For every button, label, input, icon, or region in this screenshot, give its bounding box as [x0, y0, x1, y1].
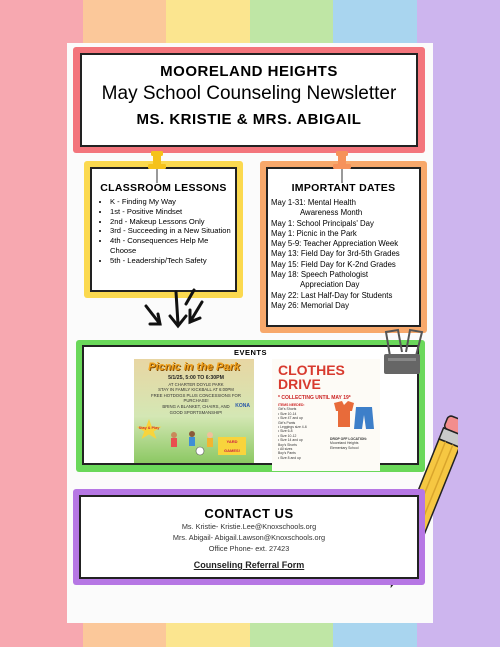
lesson-item: • K - Finding My Way [110, 197, 235, 207]
date-item: May 1-31: Mental Health Awareness Month [271, 198, 363, 218]
events-title: EVENTS [233, 348, 267, 357]
school-name: MOORELAND HEIGHTS [160, 63, 338, 80]
dates-list [271, 198, 419, 311]
arrows-down-icon [136, 288, 226, 338]
orange-pushpin-icon [330, 149, 356, 187]
header-card [80, 53, 418, 147]
lesson-item: • 5th - Leadership/Tech Safety [110, 256, 235, 266]
drop-off-location: DROP OFF LOCATION: Mooreland Heights Elementary School [330, 437, 367, 450]
dates-card [266, 167, 421, 327]
collecting-until: * COLLECTING UNTIL MAY 19* [278, 395, 351, 401]
children-playing-icon [164, 429, 224, 457]
newsletter-header [73, 47, 425, 153]
yellow-pushpin-icon [145, 149, 171, 187]
contact-abigail: Mrs. Abigail- Abigail.Lawson@Knoxschools.org [172, 533, 326, 542]
lessons-title: CLASSROOM LESSONS [100, 182, 227, 194]
clothes-icon [330, 399, 376, 433]
lesson-item: • 2nd - Makeup Lessons Only [110, 217, 235, 227]
kona-logo: KONA [235, 403, 250, 409]
contact-title: CONTACT US [204, 506, 294, 521]
binder-clip-icon [380, 326, 424, 378]
picnic-details: 5/1/25, 5:00 TO 6:30PM AT CHARTER DOYLE PARK STAY IN FAMILY KICKBALL AT 6:00PM FREE HOTDOGS PLUS CONCESSIONS FOR PURCHASE! BRING A BLANKET, CHAIRS, AND GOOD SPORTSMANSHIP! [150, 375, 241, 415]
clothes-drive-flyer[interactable] [272, 359, 380, 471]
date-item: May 15: Field Day for K-2nd Grades [271, 259, 396, 269]
lessons-list [92, 197, 235, 266]
date-item: May 18: Speech Pathologist Appreciation Day [271, 270, 369, 290]
date-item: May 26: Memorial Day [271, 300, 349, 310]
yard-games-label: YARD GAMES! [218, 437, 246, 455]
counselor-names: MS. KRISTIE & MRS. ABIGAIL [136, 111, 362, 128]
events-section [76, 340, 425, 472]
star-label: Stay & Play [138, 426, 160, 430]
items-needed-list: ITEMS NEEDED: Girl's Shorts • Size 10-14 • Size 4T and up Girl's Pants • Leggings size 4-6 • Size 6-8 • Size 10-12 • Size 14 and up Boy's Shorts • All sizes Boy's Pants • Size 8 and up [278, 403, 307, 460]
office-phone: Office Phone- ext. 27423 [208, 544, 290, 553]
date-item: May 5-9: Teacher Appreciation Week [271, 239, 399, 249]
contact-kristie: Ms. Kristie- Kristie.Lee@Knoxschools.org [181, 522, 317, 531]
date-item: May 22: Last Half-Day for Students [271, 290, 393, 300]
picnic-title: Picnic in the Park [148, 361, 240, 373]
contact-card [79, 495, 419, 579]
events-card [82, 345, 419, 465]
date-item: May 1: Picnic in the Park [271, 228, 357, 238]
counseling-referral-link[interactable]: Counseling Referral Form [193, 560, 305, 570]
date-item: May 13: Field Day for 3rd-5th Grades [271, 249, 400, 259]
newsletter-title: May School Counseling Newsletter [101, 83, 397, 104]
dates-title: IMPORTANT DATES [291, 182, 396, 194]
lesson-item: • 4th - Consequences Help Me Choose [110, 236, 235, 256]
lesson-item: • 3rd - Succeeding in a New Situation [110, 226, 235, 236]
contact-section [73, 489, 425, 585]
clothes-drive-title: CLOTHES DRIVE [278, 362, 345, 392]
picnic-flyer[interactable] [134, 359, 254, 463]
lesson-item: • 1st - Positive Mindset [110, 207, 235, 217]
date-item: May 1: School Principals' Day [271, 218, 374, 228]
stay-play-star-icon [136, 419, 162, 441]
